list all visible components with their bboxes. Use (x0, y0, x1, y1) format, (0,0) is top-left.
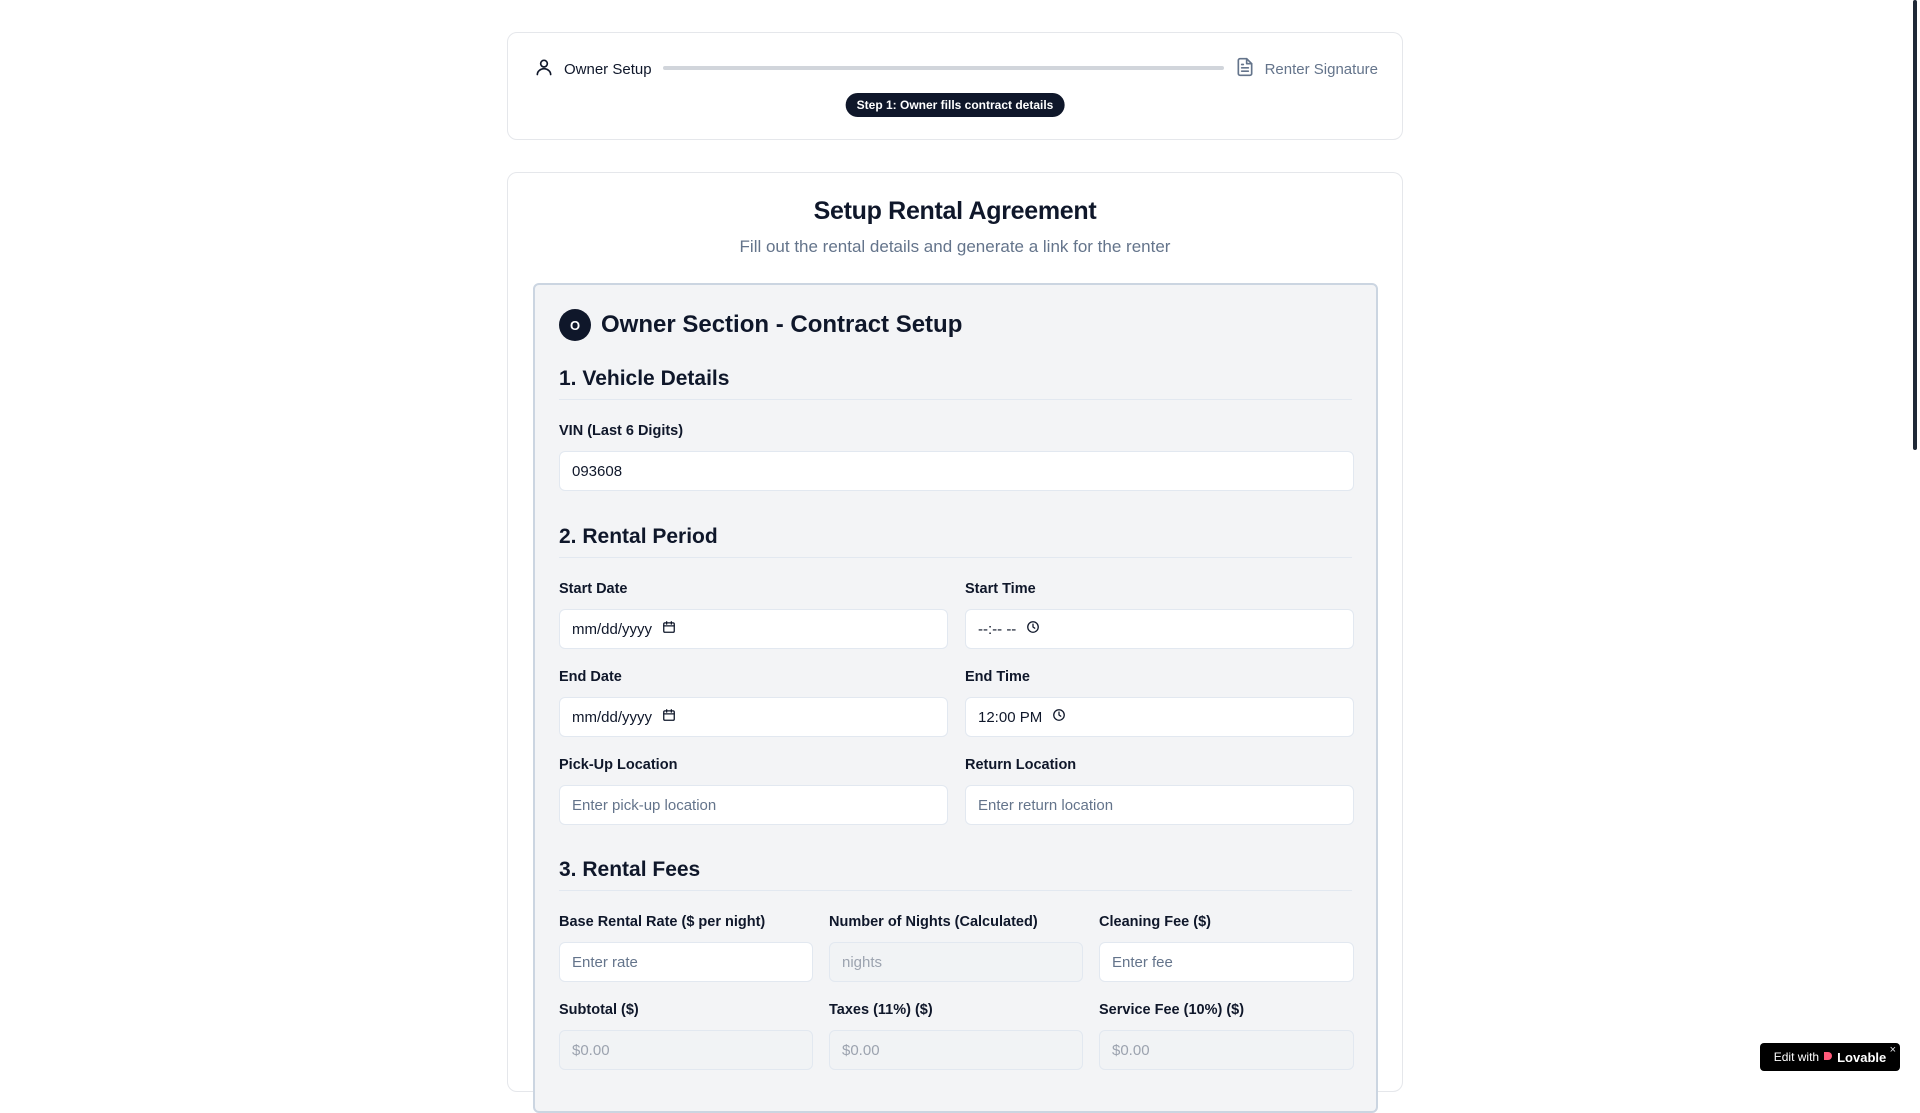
lovable-brand: Lovable (1837, 1049, 1887, 1065)
page-title: Setup Rental Agreement (813, 197, 1097, 225)
end-time-label: End Time (965, 669, 1030, 685)
close-icon[interactable]: × (1889, 1044, 1896, 1056)
user-icon (534, 57, 554, 81)
scrollbar-thumb[interactable] (1913, 0, 1917, 450)
nights-input (829, 942, 1083, 982)
document-icon (1235, 57, 1255, 81)
clock-icon[interactable] (1042, 708, 1066, 726)
service-fee-input (1099, 1030, 1354, 1070)
cleaning-fee-input[interactable] (1099, 942, 1354, 982)
edit-with-lovable-badge[interactable] (1760, 1043, 1900, 1071)
cleaning-fee-label: Cleaning Fee ($) (1099, 914, 1211, 930)
main-card (507, 172, 1403, 1092)
owner-section-header (559, 309, 962, 341)
start-time-input[interactable] (965, 609, 1354, 649)
return-location-label: Return Location (965, 757, 1077, 773)
start-time-label: Start Time (965, 581, 1036, 597)
owner-section (533, 283, 1378, 1113)
progress-bar (663, 66, 1224, 70)
page-subtitle: Fill out the rental details and generate a link for the renter (739, 237, 1171, 256)
step-owner-setup (534, 57, 652, 81)
step-renter-label: Renter Signature (1264, 60, 1378, 78)
rental-fees-heading: 3. Rental Fees (559, 858, 1352, 891)
end-date-label: End Date (559, 669, 622, 685)
return-location-input[interactable] (965, 785, 1354, 825)
vin-input[interactable] (559, 451, 1354, 491)
base-rate-label: Base Rental Rate ($ per night) (559, 914, 766, 930)
owner-section-title: Owner Section - Contract Setup (601, 311, 963, 338)
taxes-input (829, 1030, 1083, 1070)
step-renter-signature (1235, 57, 1378, 81)
step-owner-label: Owner Setup (564, 60, 652, 78)
rental-period-heading: 2. Rental Period (559, 525, 1352, 558)
base-rate-input[interactable] (559, 942, 813, 982)
lovable-heart-icon (1823, 1050, 1833, 1064)
page-scrollbar[interactable] (1910, 0, 1920, 1080)
pickup-location-input[interactable] (559, 785, 948, 825)
start-time-value: --:-- -- (978, 620, 1017, 638)
end-date-input[interactable] (559, 697, 948, 737)
step-indicator-pill: Step 1: Owner fills contract details (846, 93, 1065, 117)
clock-icon[interactable] (1016, 620, 1040, 638)
end-time-value: 12:00 PM (978, 708, 1043, 726)
start-date-input[interactable] (559, 609, 948, 649)
owner-badge: O (559, 309, 591, 341)
end-time-input[interactable] (965, 697, 1354, 737)
edit-with-label: Edit with (1773, 1050, 1820, 1064)
start-date-value: mm/dd/yyyy (572, 620, 653, 638)
vehicle-details-heading: 1. Vehicle Details (559, 367, 1352, 400)
pickup-location-label: Pick-Up Location (559, 757, 678, 773)
subtotal-input (559, 1030, 813, 1070)
taxes-label: Taxes (11%) ($) (829, 1002, 933, 1018)
service-fee-label: Service Fee (10%) ($) (1099, 1002, 1245, 1018)
subtotal-label: Subtotal ($) (559, 1002, 639, 1018)
start-date-label: Start Date (559, 581, 628, 597)
calendar-icon[interactable] (652, 708, 676, 726)
nights-label: Number of Nights (Calculated) (829, 914, 1038, 930)
calendar-icon[interactable] (652, 620, 676, 638)
vin-label: VIN (Last 6 Digits) (559, 423, 684, 439)
end-date-value: mm/dd/yyyy (572, 708, 653, 726)
progress-card (507, 32, 1403, 140)
